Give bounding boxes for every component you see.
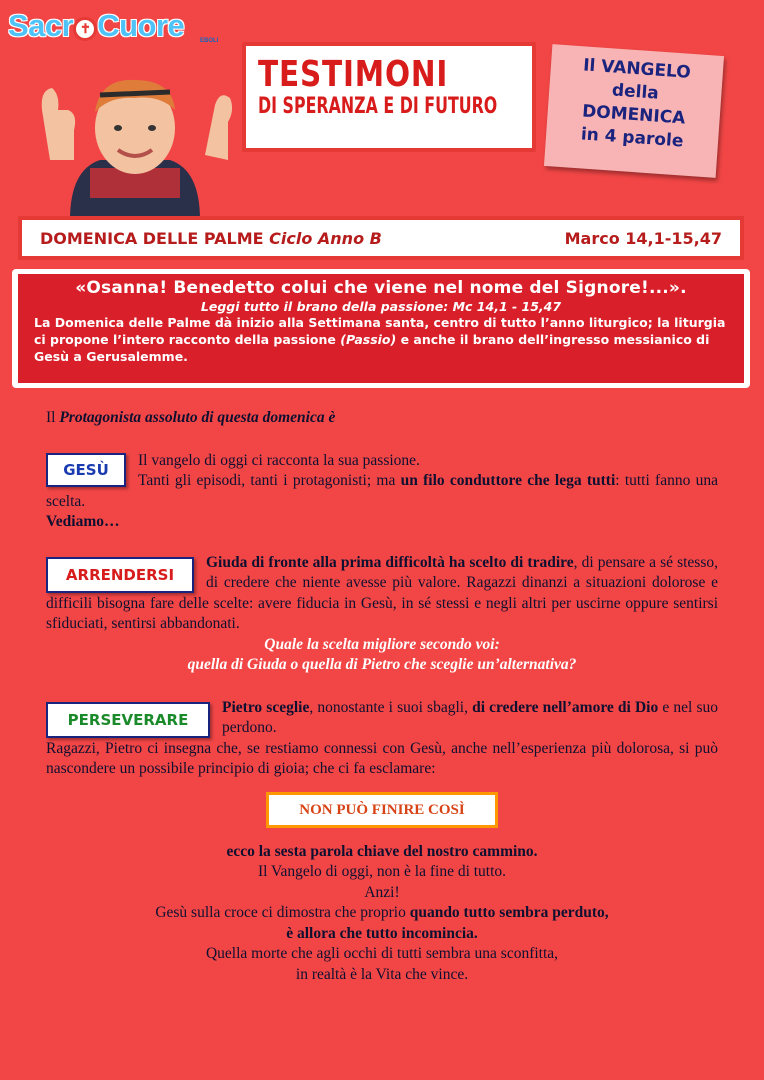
liturgical-cycle: Ciclo Anno B — [269, 228, 382, 248]
gesu-text-2: Tanti gli episodi, tanti i protagonisti; ma — [138, 472, 401, 489]
sticky-note — [544, 44, 724, 178]
gesu-closing: Vediamo… — [46, 513, 120, 530]
quote-body-part-1: La Domenica delle Palme dà inizio alla Settimana santa, centro di tutto l’anno liturgico; la liturgia ci propone l’intero racconto della passione — [34, 315, 726, 347]
title-box — [242, 42, 536, 152]
quote-body-passio: (Passio) — [340, 332, 397, 347]
intro-prefix: Il — [46, 409, 60, 426]
note-line-1: Il VANGELO — [582, 55, 692, 83]
info-bar — [18, 216, 744, 260]
perseverare-text-1: , nonostante i suoi sbagli, — [309, 698, 473, 716]
perseverare-text-3: Ragazzi, Pietro ci insegna che, se restiamo connessi con Gesù, anche nell’esperienza più dolorosa, si può nascondere un possibile principio di gioia; che ci fa esclamare: — [46, 739, 718, 777]
page-title: TESTIMONI — [258, 54, 449, 95]
question-line-1: Quale la scelta migliore secondo voi: — [264, 635, 500, 653]
closing-block — [46, 842, 718, 986]
quote-body-part-2: e anche il brano dell’ingresso messianico di Gesù a Gerusalemme. — [34, 332, 710, 364]
closing-line-7: in realtà è la Vita che vince. — [295, 965, 469, 983]
closing-line-4-pre: Gesù sulla croce ci dimostra che proprio — [155, 904, 410, 921]
heart-cross-icon: ✝ — [73, 17, 97, 41]
closing-line-4-bold: quando tutto sembra perduto, — [409, 904, 609, 921]
closing-line-4 — [46, 903, 718, 924]
gesu-text — [46, 451, 718, 513]
keyword-badge-arrendersi: ARRENDERSI — [46, 557, 194, 593]
gospel-reference: Marco 14,1-15,47 — [564, 228, 722, 248]
boy-thumbs-up-illustration — [30, 50, 240, 220]
main-content — [46, 408, 718, 985]
closing-line-1: ecco la sesta parola chiave del nostro cammino. — [226, 842, 538, 860]
quote-box — [18, 274, 744, 383]
section-perseverare — [46, 698, 718, 780]
note-line-4: in 4 parole — [580, 124, 685, 152]
closing-line-2: Il Vangelo di oggi, non è la fine di tutto. — [257, 863, 507, 880]
note-line-2: della — [611, 80, 660, 104]
finire-box: NON PUÒ FINIRE COSÌ — [266, 792, 498, 828]
question-line-2: quella di Giuda o quella di Pietro che sceglie un’alternativa? — [187, 656, 577, 673]
quote-frame — [12, 269, 750, 388]
logo-text-post: Cuore — [97, 8, 185, 43]
logo-text-pre: Sacr — [8, 8, 74, 43]
perseverare-text-2: e nel suo perdono. — [222, 698, 718, 736]
note-line-3: DOMENICA — [581, 101, 686, 129]
perseverare-bold-1: Pietro sceglie — [222, 698, 310, 716]
gesu-text-3: : tutti fanno una scelta. — [46, 472, 718, 510]
page-subtitle: DI SPERANZA E DI FUTURO — [258, 94, 498, 119]
arrendersi-text-body: , di pensare a sé stesso, di credere che niente avesse più valore. Ragazzi dinanzi a situazioni dolorose e difficili bisogna fare delle scelte: avere fiducia in Gesù, in sé stessi e negli altri per uscirne oppure sentirsi sfiduciati, sentirsi abbandonati. — [46, 553, 718, 632]
quote-lead: Leggi tutto il brano della passione: Mc 14,1 - 15,47 — [200, 299, 562, 314]
keyword-badge-gesu: GESÙ — [46, 453, 126, 487]
intro-emphasis: Protagonista assoluto di questa domenica è — [59, 409, 336, 426]
intro-line — [46, 408, 718, 429]
perseverare-bold-2: di credere nell’amore di Dio — [472, 698, 659, 716]
closing-line-5: è allora che tutto incomincia. — [286, 924, 478, 942]
sacro-cuore-logo — [8, 8, 184, 44]
closing-line-3: Anzi! — [364, 883, 400, 901]
logo-subtitle: EBOLI — [200, 38, 219, 44]
gesu-text-bold: un filo conduttore che lega tutti — [400, 472, 616, 489]
closing-line-6: Quella morte che agli occhi di tutti sembra una sconfitta, — [205, 945, 559, 962]
quote-title: «Osanna! Benedetto colui che viene nel nome del Signore!...». — [75, 278, 687, 298]
section-gesu — [46, 451, 718, 533]
gesu-text-1: Il vangelo di oggi ci racconta la sua passione. — [138, 451, 420, 469]
day-name: DOMENICA DELLE PALME — [40, 228, 264, 248]
section-arrendersi — [46, 553, 718, 676]
liturgical-day — [40, 229, 382, 248]
keyword-badge-perseverare: PERSEVERARE — [46, 702, 210, 738]
arrendersi-text-bold: Giuda di fronte alla prima difficoltà ha scelto di tradire — [206, 553, 574, 571]
quote-body — [34, 314, 728, 365]
